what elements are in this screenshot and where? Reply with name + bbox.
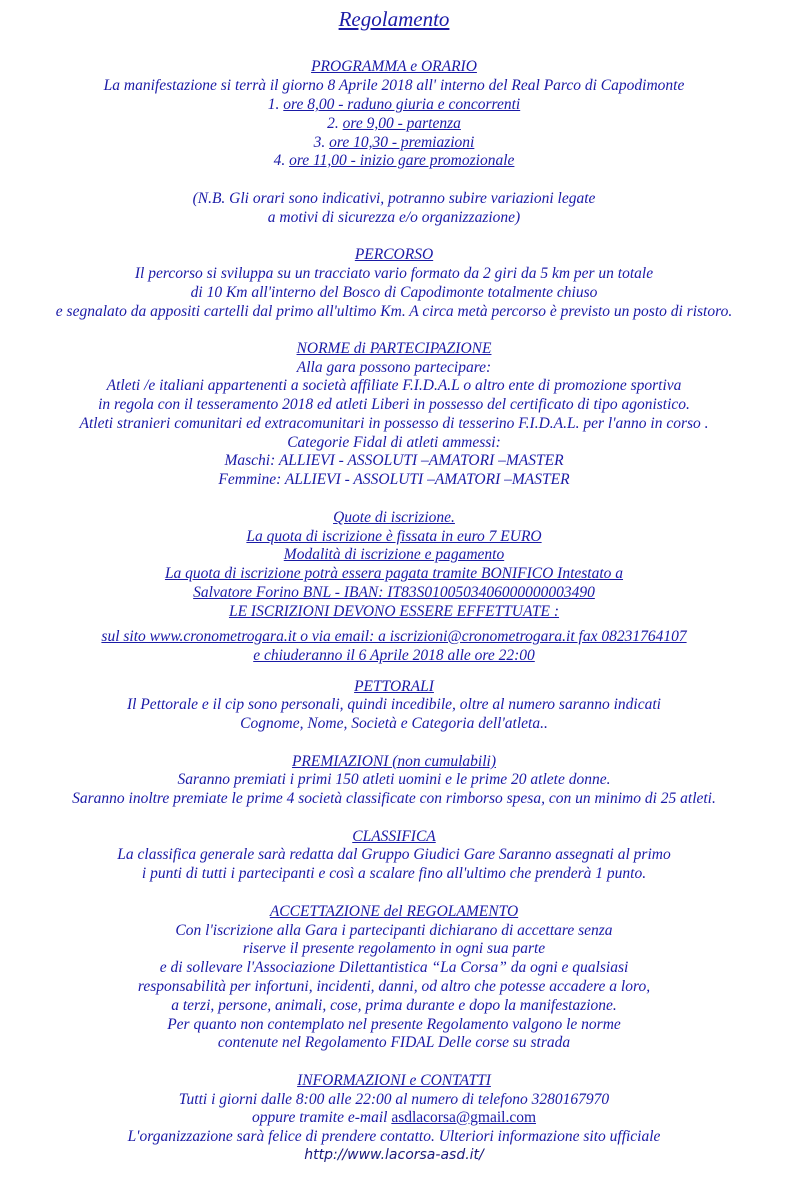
classifica-line-1: La classifica generale sarà redatta dal Gruppo Giudici Gare Saranno assegnati al primo — [117, 846, 671, 863]
norme-line-6: Maschi: ALLIEVI - ASSOLUTI –AMATORI –MASTER — [224, 452, 564, 469]
page-title: Regolamento — [338, 7, 450, 31]
pettorali-line-1: Il Pettorale e il cip sono personali, quindi incedibile, oltre al numero saranno indicati — [127, 696, 661, 713]
accettazione-line-7: contenute nel Regolamento FIDAL Delle corse su strada — [217, 1034, 571, 1051]
programma-item-2 — [0, 114, 788, 133]
accettazione-line-2: riserve il presente regolamento in ogni sua parte — [242, 940, 546, 957]
programma-heading: PROGRAMMA e ORARIO — [311, 58, 477, 75]
accettazione-heading: ACCETTAZIONE del REGOLAMENTO — [269, 903, 519, 920]
informazioni-email-prefix: oppure tramite e-mail — [251, 1109, 392, 1126]
norme-line-7: Femmine: ALLIEVI - ASSOLUTI –AMATORI –MASTER — [218, 471, 570, 488]
programma-intro: La manifestazione si terrà il giorno 8 Aprile 2018 all' interno del Real Parco di Capodimonte — [103, 77, 685, 94]
programma-item-1-num: 1. — [267, 96, 284, 113]
quote-line-7: e chiuderanno il 6 Aprile 2018 alle ore 22:00 — [253, 647, 535, 664]
norme-line-4: Atleti stranieri comunitari ed extracomunitari in possesso di tesserino F.I.D.A.L. per l'anno in corso . — [79, 415, 709, 432]
accettazione-line-6: Per quanto non contemplato nel presente Regolamento valgono le norme — [167, 1016, 621, 1033]
classifica-heading: CLASSIFICA — [352, 828, 436, 845]
accettazione-line-5: a terzi, persone, animali, cose, prima durante e dopo la manifestazione. — [171, 997, 617, 1014]
percorso-line-3: e segnalato da appositi cartelli dal primo all'ultimo Km. A circa metà percorso è previsto un posto di ristoro. — [55, 303, 733, 320]
contact-email-link[interactable]: asdlacorsa@gmail.com — [391, 1109, 537, 1126]
programma-note-2: a motivi di sicurezza e/o organizzazione) — [267, 209, 521, 226]
quote-line-3: La quota di iscrizione potrà essera pagata tramite BONIFICO Intestato a — [164, 565, 624, 582]
programma-item-2-num: 2. — [327, 115, 343, 132]
quote-line-4: Salvatore Forino BNL - IBAN: IT83S0100503406000000003490 — [193, 584, 595, 601]
accettazione-line-3: e di sollevare l'Associazione Dilettantistica “La Corsa” da ogni e qualsiasi — [159, 959, 629, 976]
quote-line-6: sul sito www.cronometrogara.it o via email: a iscrizioni@cronometrogara.it fax 08231764107 — [101, 628, 687, 645]
programma-item-2-text: ore 9,00 - partenza — [342, 115, 461, 132]
programma-item-3 — [0, 133, 788, 152]
percorso-line-2: di 10 Km all'interno del Bosco di Capodimonte totalmente chiuso — [190, 284, 598, 301]
classifica-line-2: i punti di tutti i partecipanti e così a scalare fino all'ultimo che prenderà 1 punto. — [141, 865, 647, 882]
programma-item-4 — [0, 151, 788, 170]
accettazione-line-4: responsabilità per infortuni, incidenti, danni, od altro che potesse accadere a loro, — [137, 978, 651, 995]
programma-item-3-num: 3. — [313, 134, 330, 151]
programma-item-1-text: ore 8,00 - raduno giuria e concorrenti — [283, 96, 521, 113]
informazioni-line-1: Tutti i giorni dalle 8:00 alle 22:00 al numero di telefono 3280167970 — [178, 1091, 610, 1108]
percorso-line-1: Il percorso si sviluppa su un tracciato vario formato da 2 giri da 5 km per un totale — [134, 265, 654, 282]
informazioni-heading: INFORMAZIONI e CONTATTI — [297, 1072, 491, 1089]
norme-line-3: in regola con il tesseramento 2018 ed atleti Liberi in possesso del certificato di tipo agonistico. — [98, 396, 690, 413]
norme-heading: NORME di PARTECIPAZIONE — [296, 340, 492, 357]
informazioni-line-3: L'organizzazione sarà felice di prendere contatto. Ulteriori informazione sito ufficiale — [127, 1128, 661, 1145]
official-site-link[interactable]: http://www.lacorsa-asd.it/ — [304, 1147, 484, 1163]
premiazioni-line-2: Saranno inoltre premiate le prime 4 società classificate con rimborso spesa, con un minimo di 25 atleti. — [72, 790, 716, 807]
premiazioni-heading: PREMIAZIONI (non cumulabili) — [291, 753, 497, 770]
norme-line-2: Atleti /e italiani appartenenti a società affiliate F.I.D.A.L o altro ente di promozione sportiva — [106, 377, 682, 394]
programma-item-4-text: ore 11,00 - inizio gare promozionale — [289, 152, 515, 169]
norme-line-1: Alla gara possono partecipare: — [296, 359, 492, 376]
percorso-heading: PERCORSO — [354, 246, 434, 263]
pettorali-line-2: Cognome, Nome, Società e Categoria dell'atleta.. — [240, 715, 548, 732]
informazioni-line-2 — [0, 1108, 788, 1127]
norme-line-5: Categorie Fidal di atleti ammessi: — [287, 434, 501, 451]
quote-line-5: LE ISCRIZIONI DEVONO ESSERE EFFETTUATE : — [228, 603, 560, 620]
quote-line-1: La quota di iscrizione è fissata in euro 7 EURO — [246, 528, 542, 545]
pettorali-heading: PETTORALI — [354, 678, 434, 695]
programma-item-4-num: 4. — [273, 152, 290, 169]
accettazione-line-1: Con l'iscrizione alla Gara i partecipanti dichiarano di accettare senza — [175, 922, 613, 939]
programma-item-3-text: ore 10,30 - premiazioni — [329, 134, 475, 151]
programma-note-1: (N.B. Gli orari sono indicativi, potranno subire variazioni legate — [192, 190, 596, 207]
programma-item-1 — [0, 95, 788, 114]
premiazioni-line-1: Saranno premiati i primi 150 atleti uomini e le prime 20 atlete donne. — [177, 771, 611, 788]
quote-heading: Quote di iscrizione. — [333, 509, 455, 526]
quote-line-2: Modalità di iscrizione e pagamento — [283, 546, 505, 563]
